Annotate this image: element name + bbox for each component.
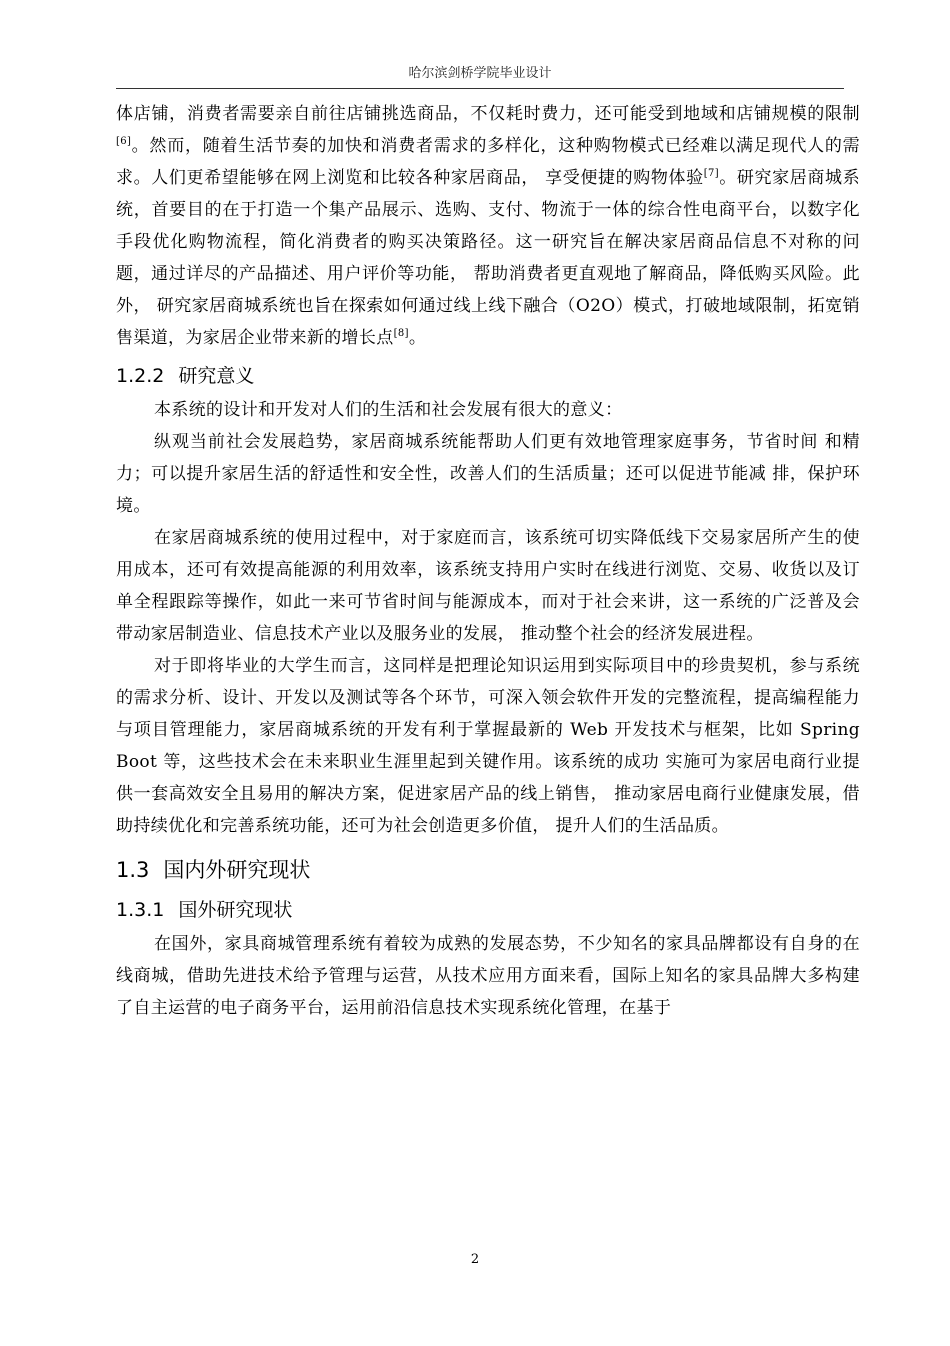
section-title: 国外研究现状	[178, 899, 293, 921]
section-number: 1.3	[116, 858, 150, 882]
header-divider	[116, 88, 844, 89]
body-paragraph: 本系统的设计和开发对人们的生活和社会发展有很大的意义：	[154, 400, 623, 420]
citation-ref: [7]	[703, 168, 719, 179]
section-title: 国内外研究现状	[163, 858, 311, 882]
page-header: 哈尔滨剑桥学院毕业设计	[408, 66, 552, 81]
paragraph-text: 体店铺，消费者需要亲自前往店铺挑选商品，不仅耗时费力，还可能受到地域和店铺规模的限制	[116, 104, 860, 124]
paragraph-text: 。研究家居商城系统，首要目的在于打造一个集产品展示、选购、支付、物流于一体的综合性电商平台，以数字化手段优化购物流程，简化消费者的购买决策路径。这一研究旨在解决家居商品信息不对称的问题，通过详尽的产品描述、用户评价等功能， 帮助消费者更直观地了解商品，降低购买风险。此外， 研究家居商城系统也旨在探索如何通过线上线下融合（O2O）模式，打破地域限制，拓宽销售渠道，为家居企业带来新的增长点	[116, 168, 860, 348]
body-paragraph	[116, 98, 860, 354]
paragraph-text: 。	[408, 328, 427, 348]
body-paragraph: 对于即将毕业的大学生而言，这同样是把理论知识运用到实际项目中的珍贵契机，参与系统的需求分析、设计、开发以及测试等各个环节，可深入领会软件开发的完整流程，提高编程能力与项目管理能力，家居商城系统的开发有利于掌握最新的 Web 开发技术与框架，比如 Spring Boot 等，这些技术会在未来职业生涯里起到关键作用。该系统的成功 实施可为家居电商行业提供一套高效安全且易用的解决方案，促进家居产品的线上销售， 推动家居电商行业健康发展，借助持续优化和完善系统功能，还可为社会创造更多价值， 提升人们的生活品质。	[116, 656, 860, 836]
section-number: 1.3.1	[116, 899, 165, 921]
page-number: 2	[470, 1252, 480, 1267]
citation-ref: [6]	[116, 136, 132, 147]
page-body	[116, 98, 860, 1024]
citation-ref: [8]	[393, 328, 409, 339]
paragraph-text: 。然而，随着生活节奏的加快和消费者需求的多样化，这种购物模式已经难以满足现代人的需求。人们更希望能够在网上浏览和比较各种家居商品， 享受便捷的购物体验	[116, 136, 860, 188]
section-number: 1.2.2	[116, 365, 165, 387]
section-heading-1-3-1	[116, 894, 860, 926]
section-heading-1-3	[116, 852, 860, 888]
body-paragraph: 在家居商城系统的使用过程中，对于家庭而言，该系统可切实降低线下交易家居所产生的使用成本，还可有效提高能源的利用效率，该系统支持用户实时在线进行浏览、交易、收货以及订单全程跟踪等操作，如此一来可节省时间与能源成本，而对于社会来讲，这一系统的广泛普及会带动家居制造业、信息技术产业以及服务业的发展， 推动整个社会的经济发展进程。	[116, 528, 860, 644]
section-title: 研究意义	[178, 365, 255, 387]
body-paragraph: 纵观当前社会发展趋势，家居商城系统能帮助人们更有效地管理家庭事务，节省时间 和精力；可以提升家居生活的舒适性和安全性，改善人们的生活质量；还可以促进节能减 排，保护环境。	[116, 432, 860, 516]
body-paragraph: 在国外，家具商城管理系统有着较为成熟的发展态势，不少知名的家具品牌都设有自身的在线商城，借助先进技术给予管理与运营，从技术应用方面来看，国际上知名的家具品牌大多构建了自主运营的电子商务平台，运用前沿信息技术实现系统化管理，在基于	[116, 934, 860, 1018]
section-heading-1-2-2	[116, 360, 860, 392]
